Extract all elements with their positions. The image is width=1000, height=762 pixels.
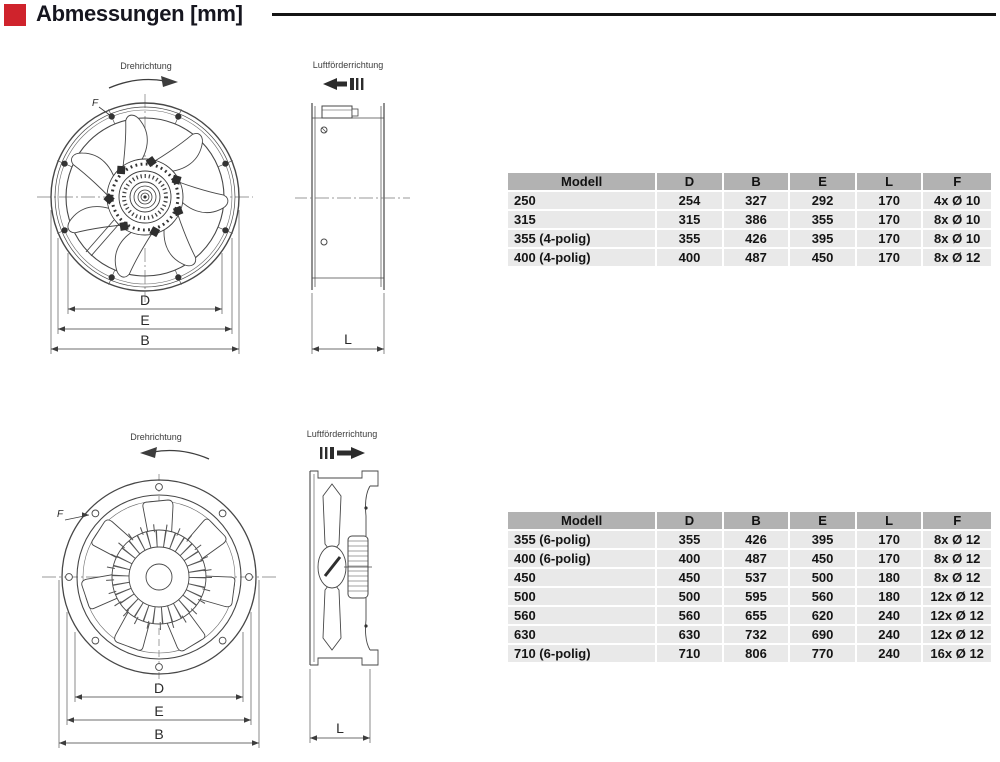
cell-b: 487	[724, 550, 789, 567]
table-row	[508, 531, 991, 548]
cell-e: 395	[790, 230, 855, 247]
table-row	[508, 645, 991, 662]
fig1-dim-f-label: F	[92, 98, 99, 109]
cell-b: 487	[724, 249, 789, 266]
cell-d: 400	[657, 249, 722, 266]
cell-e: 690	[790, 626, 855, 643]
table-row	[508, 550, 991, 567]
section-marker	[4, 4, 26, 26]
cell-e: 355	[790, 211, 855, 228]
cell-modell: 500	[508, 588, 655, 605]
col-header-l: L	[857, 173, 922, 190]
cell-b: 327	[724, 192, 789, 209]
table-row	[508, 626, 991, 643]
cell-modell: 315	[508, 211, 655, 228]
cell-modell: 710 (6-polig)	[508, 645, 655, 662]
table-header-row	[508, 512, 991, 529]
cell-modell: 355 (4-polig)	[508, 230, 655, 247]
cell-d: 710	[657, 645, 722, 662]
cell-modell: 450	[508, 569, 655, 586]
col-header-l: L	[857, 512, 922, 529]
col-header-d: D	[657, 173, 722, 190]
cell-d: 254	[657, 192, 722, 209]
cell-d: 355	[657, 230, 722, 247]
col-header-modell: Modell	[508, 173, 655, 190]
cell-b: 386	[724, 211, 789, 228]
cell-f: 8x Ø 10	[923, 230, 991, 247]
cell-l: 240	[857, 645, 922, 662]
table-row	[508, 249, 991, 266]
table-row	[508, 230, 991, 247]
cell-l: 180	[857, 588, 922, 605]
cell-b: 655	[724, 607, 789, 624]
cell-b: 732	[724, 626, 789, 643]
fig1-dim-b-label: B	[140, 332, 150, 348]
fig2-rotation-arrow-icon	[135, 446, 213, 463]
cell-l: 240	[857, 607, 922, 624]
fan1-terminal-box	[322, 106, 358, 118]
table-row	[508, 569, 991, 586]
fig1-dim-e-label: E	[140, 312, 150, 328]
cell-e: 620	[790, 607, 855, 624]
col-header-b: B	[724, 512, 789, 529]
fig1-rotation-label: Drehrichtung	[120, 61, 172, 71]
fan2-side-blade	[318, 484, 346, 650]
cell-e: 560	[790, 588, 855, 605]
table-row	[508, 211, 991, 228]
fig1-airflow-label: Luftförderrichtung	[312, 60, 384, 70]
fig2-dim-d-label: D	[153, 680, 165, 696]
cell-f: 16x Ø 12	[923, 645, 991, 662]
cell-l: 170	[857, 211, 922, 228]
fan2-side-motor	[344, 506, 372, 627]
cell-f: 8x Ø 12	[923, 550, 991, 567]
dimensions-table-4polig	[506, 171, 993, 268]
cell-f: 8x Ø 12	[923, 569, 991, 586]
fig1-side-view-drawing	[295, 92, 410, 362]
cell-b: 537	[724, 569, 789, 586]
cell-modell: 400 (4-polig)	[508, 249, 655, 266]
cell-b: 806	[724, 645, 789, 662]
cell-e: 292	[790, 192, 855, 209]
col-header-b: B	[724, 173, 789, 190]
cell-l: 170	[857, 550, 922, 567]
col-header-f: F	[923, 173, 991, 190]
cell-l: 170	[857, 230, 922, 247]
fig2-dim-l-label: L	[336, 720, 344, 736]
table-row	[508, 588, 991, 605]
cell-e: 500	[790, 569, 855, 586]
fig1-dim-d-label: D	[139, 292, 151, 308]
fig2-dim-e-label: E	[154, 703, 164, 719]
fig1-dim-l-label: L	[344, 331, 352, 347]
cell-d: 500	[657, 588, 722, 605]
cell-l: 170	[857, 249, 922, 266]
col-header-d: D	[657, 512, 722, 529]
col-header-f: F	[923, 512, 991, 529]
page-title: Abmessungen [mm]	[36, 1, 243, 26]
cell-l: 170	[857, 531, 922, 548]
cell-l: 240	[857, 626, 922, 643]
cell-f: 4x Ø 10	[923, 192, 991, 209]
fig1-front-view-drawing	[35, 88, 260, 368]
cell-f: 12x Ø 12	[923, 626, 991, 643]
table-header-row	[508, 173, 991, 190]
cell-modell: 400 (6-polig)	[508, 550, 655, 567]
fig2-airflow-label: Luftförderrichtung	[306, 429, 378, 439]
cell-b: 595	[724, 588, 789, 605]
dimensions-table-6polig	[506, 510, 993, 664]
cell-f: 8x Ø 10	[923, 211, 991, 228]
cell-d: 450	[657, 569, 722, 586]
cell-e: 395	[790, 531, 855, 548]
cell-d: 400	[657, 550, 722, 567]
cell-d: 560	[657, 607, 722, 624]
fan1-side-casing	[312, 103, 384, 290]
col-header-e: E	[790, 512, 855, 529]
cell-modell: 250	[508, 192, 655, 209]
cell-f: 8x Ø 12	[923, 531, 991, 548]
cell-b: 426	[724, 531, 789, 548]
fig1-airflow-arrow-icon	[322, 77, 370, 92]
cell-l: 170	[857, 192, 922, 209]
cell-e: 770	[790, 645, 855, 662]
fig2-rotation-label: Drehrichtung	[130, 432, 182, 442]
cell-d: 355	[657, 531, 722, 548]
cell-modell: 355 (6-polig)	[508, 531, 655, 548]
cell-l: 180	[857, 569, 922, 586]
table-row	[508, 607, 991, 624]
cell-f: 12x Ø 12	[923, 588, 991, 605]
cell-e: 450	[790, 249, 855, 266]
col-header-modell: Modell	[508, 512, 655, 529]
cell-d: 630	[657, 626, 722, 643]
cell-f: 12x Ø 12	[923, 607, 991, 624]
cell-modell: 630	[508, 626, 655, 643]
fig2-dim-b-label: B	[154, 726, 164, 742]
cell-b: 426	[724, 230, 789, 247]
fan1-side-screws	[321, 127, 327, 245]
fig2-side-view-drawing	[298, 456, 402, 752]
cell-f: 8x Ø 12	[923, 249, 991, 266]
cell-e: 450	[790, 550, 855, 567]
cell-modell: 560	[508, 607, 655, 624]
fig2-front-view-drawing	[40, 462, 280, 757]
table-row	[508, 192, 991, 209]
title-rule	[272, 13, 996, 16]
col-header-e: E	[790, 173, 855, 190]
fig2-dim-f-label: F	[57, 509, 64, 520]
cell-d: 315	[657, 211, 722, 228]
